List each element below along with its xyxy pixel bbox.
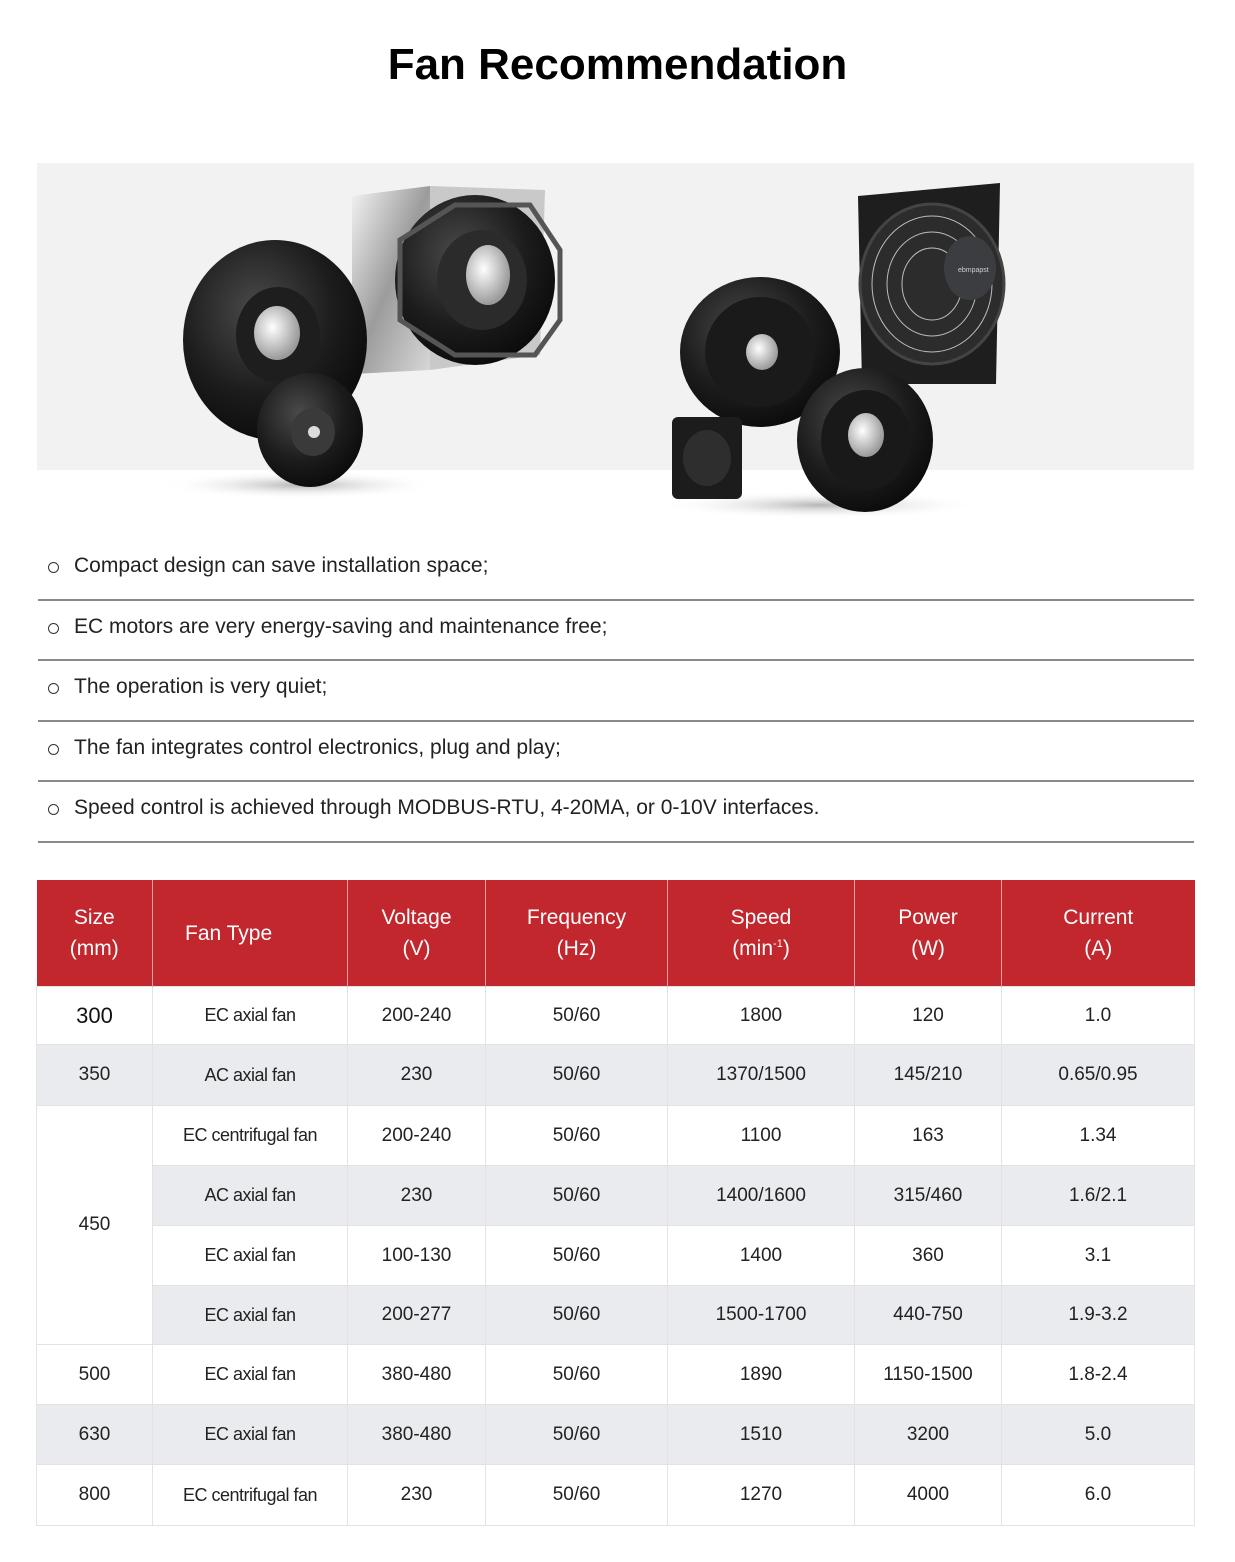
- cell-frequency: 50/60: [486, 1226, 668, 1286]
- cell-power: 3200: [855, 1405, 1002, 1465]
- cell-current: 1.8-2.4: [1002, 1345, 1195, 1405]
- cell-current: 0.65/0.95: [1002, 1045, 1195, 1106]
- cell-current: 3.1: [1002, 1226, 1195, 1286]
- cell-voltage: 230: [348, 1465, 486, 1526]
- cell-speed: 1370/1500: [668, 1045, 855, 1106]
- cell-frequency: 50/60: [486, 1345, 668, 1405]
- cell-frequency: 50/60: [486, 1106, 668, 1166]
- circle-bullet-icon: [48, 744, 59, 755]
- feature-item: [38, 540, 1194, 601]
- feature-text: The fan integrates control electronics, plug and play;: [74, 735, 561, 759]
- table-row: [37, 1226, 1195, 1286]
- header-fan-type: Fan Type: [153, 880, 348, 987]
- cell-speed: 1400: [668, 1226, 855, 1286]
- cell-size: 630: [37, 1405, 153, 1465]
- cell-speed: 1100: [668, 1106, 855, 1166]
- feature-item: [38, 661, 1194, 722]
- header-current: Current (A): [1002, 880, 1195, 987]
- table-row: [37, 1345, 1195, 1405]
- cell-power: 145/210: [855, 1045, 1002, 1106]
- cell-voltage: 200-240: [348, 987, 486, 1045]
- feature-list: [38, 540, 1194, 843]
- centrifugal-fan-group: [160, 186, 560, 499]
- cell-current: 6.0: [1002, 1465, 1195, 1526]
- cell-voltage: 200-240: [348, 1106, 486, 1166]
- cell-speed: 1500-1700: [668, 1286, 855, 1345]
- brand-logo: ebmpapst: [958, 267, 989, 274]
- cell-frequency: 50/60: [486, 1465, 668, 1526]
- cell-frequency: 50/60: [486, 987, 668, 1045]
- cell-speed: 1270: [668, 1465, 855, 1526]
- cell-speed: 1890: [668, 1345, 855, 1405]
- cell-voltage: 200-277: [348, 1286, 486, 1345]
- feature-item: [38, 722, 1194, 783]
- compact-fan-rotor: [683, 430, 731, 486]
- cell-speed: 1400/1600: [668, 1166, 855, 1226]
- cell-power: 4000: [855, 1465, 1002, 1526]
- cell-voltage: 380-480: [348, 1345, 486, 1405]
- feature-text: EC motors are very energy-saving and maintenance free;: [74, 614, 608, 638]
- cell-fan-type: AC axial fan: [153, 1166, 348, 1226]
- cell-size: 300: [37, 987, 153, 1045]
- table-row: [37, 987, 1195, 1045]
- cell-power: 120: [855, 987, 1002, 1045]
- round-axial-hub: [746, 334, 778, 370]
- cell-power: 315/460: [855, 1166, 1002, 1226]
- header-speed: Speed $(\min^{-1})$: [668, 880, 855, 987]
- table-row: [37, 1405, 1195, 1465]
- cell-voltage: 230: [348, 1166, 486, 1226]
- cell-frequency: 50/60: [486, 1045, 668, 1106]
- cell-fan-type: EC centrifugal fan: [153, 1106, 348, 1166]
- cell-size: 350: [37, 1045, 153, 1106]
- circle-bullet-icon: [48, 683, 59, 694]
- table-row: [37, 1166, 1195, 1226]
- page-title: Fan Recommendation: [387, 40, 848, 89]
- table-row: [37, 1465, 1195, 1526]
- cell-fan-type: EC axial fan: [153, 1226, 348, 1286]
- cell-power: 360: [855, 1226, 1002, 1286]
- cell-size: 450: [37, 1106, 153, 1345]
- cell-current: 1.0: [1002, 987, 1195, 1045]
- cell-frequency: 50/60: [486, 1166, 668, 1226]
- cell-current: 5.0: [1002, 1405, 1195, 1465]
- motor-hub: [466, 245, 510, 305]
- feature-item: [38, 601, 1194, 662]
- cell-size: 500: [37, 1345, 153, 1405]
- header-voltage: Voltage (V): [348, 880, 486, 987]
- circle-bullet-icon: [48, 804, 59, 815]
- feature-text: Compact design can save installation space;: [74, 554, 489, 577]
- cell-fan-type: EC centrifugal fan: [153, 1465, 348, 1526]
- cell-fan-type: EC axial fan: [153, 1345, 348, 1405]
- circle-bullet-icon: [48, 623, 59, 634]
- feature-item: [38, 782, 1194, 843]
- cell-fan-type: EC axial fan: [153, 1286, 348, 1345]
- feature-text: The operation is very quiet;: [74, 675, 328, 698]
- octagon-fan-hub: [848, 413, 884, 457]
- cell-speed: 1800: [668, 987, 855, 1045]
- cell-voltage: 100-130: [348, 1226, 486, 1286]
- table-row: [37, 1286, 1195, 1345]
- cell-power: 440-750: [855, 1286, 1002, 1345]
- cell-current: 1.9-3.2: [1002, 1286, 1195, 1345]
- fan-product-photos: [0, 0, 1235, 540]
- fan-spec-table: [36, 880, 1195, 1526]
- circle-bullet-icon: [48, 562, 59, 573]
- header-frequency: Frequency (Hz): [486, 880, 668, 987]
- header-power: Power (W): [855, 880, 1002, 987]
- axial-fan-group: [660, 183, 1004, 519]
- cell-current: 1.6/2.1: [1002, 1166, 1195, 1226]
- table-header-row: [37, 880, 1195, 987]
- cell-size: 800: [37, 1465, 153, 1526]
- cell-power: 163: [855, 1106, 1002, 1166]
- cell-frequency: 50/60: [486, 1286, 668, 1345]
- cell-fan-type: EC axial fan: [153, 1405, 348, 1465]
- cell-fan-type: EC axial fan: [153, 987, 348, 1045]
- cell-voltage: 380-480: [348, 1405, 486, 1465]
- cell-current: 1.34: [1002, 1106, 1195, 1166]
- cell-voltage: 230: [348, 1045, 486, 1106]
- small-wheel-hub: [308, 426, 320, 438]
- cell-speed: 1510: [668, 1405, 855, 1465]
- cell-power: 1150-1500: [855, 1345, 1002, 1405]
- table-row: [37, 1045, 1195, 1106]
- cell-fan-type: AC axial fan: [153, 1045, 348, 1106]
- header-size: Size (mm): [37, 880, 153, 987]
- table-row: [37, 1106, 1195, 1166]
- wheel-hub: [254, 306, 300, 360]
- cell-frequency: 50/60: [486, 1405, 668, 1465]
- feature-text: Speed control is achieved through MODBUS-RTU, 4-20MA, or 0-10V interfaces.: [74, 796, 820, 819]
